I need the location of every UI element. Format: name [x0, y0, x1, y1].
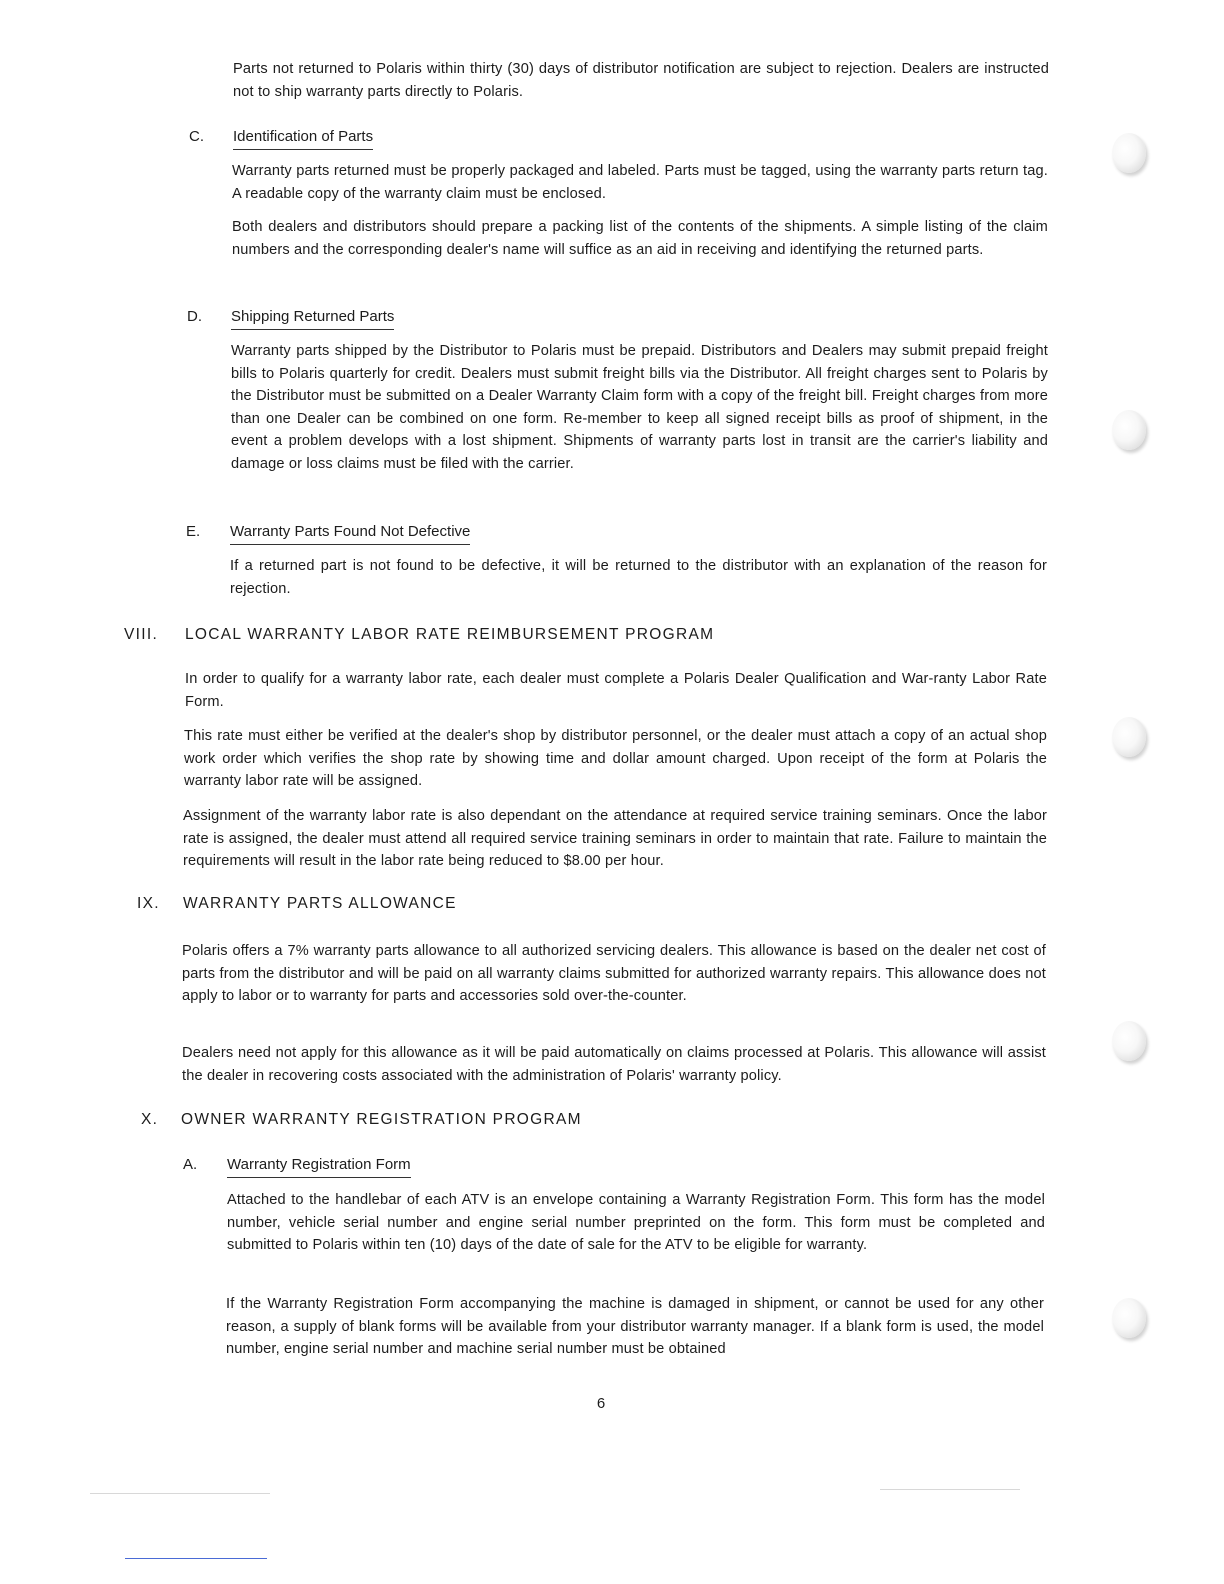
scan-artifact — [880, 1489, 1020, 1490]
subsection-x-a-title: Warranty Registration Form — [227, 1155, 411, 1178]
subsection-e-paragraph-1: If a returned part is not found to be defective, it will be returned to the distributor with an explanation of the reason for rejection. — [230, 558, 1047, 597]
subsection-e-title: Warranty Parts Found Not Defective — [230, 522, 470, 545]
subsection-d-letter: D. — [187, 308, 202, 325]
subsection-d-paragraph-1: Warranty parts shipped by the Distributor to Polaris must be prepaid. Distributors and Dealers may submit prepaid freight bills to Polaris quarterly for credit. Dealers must submit freight bills via the Distributor. All freight charges sent to Polaris by the Distributor must be submitted on a Dealer Warranty Claim form with a copy of the freight bill. Freight charges from more than one Dealer can be combined on one form. Re-member to keep all signed receipt bills as proof of shipment, in the event a problem develops with a lost shipment. Shipments of warranty parts lost in transit are the carrier's liability and damage or loss claims must be filed with the carrier. — [231, 343, 1048, 472]
subsection-c-paragraph-2: Both dealers and distributors should prepare a packing list of the contents of the shipments. A simple listing of the claim numbers and the corresponding dealer's name will suffice as an aid in receiving and identifying the returned parts. — [232, 219, 1048, 258]
section-ix-numeral: IX. — [137, 895, 160, 912]
section-viii-paragraph-1: In order to qualify for a warranty labor rate, each dealer must complete a Polaris Dealer Qualification and War-ranty Labor Rate Form. — [185, 671, 1047, 710]
section-viii-numeral: VIII. — [124, 626, 159, 643]
intro-paragraph: Parts not returned to Polaris within thirty (30) days of distributor notification are subject to rejection. Dealers are instructed not to ship warranty parts directly to Polaris. — [233, 61, 1049, 100]
section-ix-paragraph-2: Dealers need not apply for this allowance as it will be paid automatically on claims processed at Polaris. This allowance will assist the dealer in recovering costs associated with the administration of Polaris' warranty policy. — [182, 1045, 1046, 1084]
section-x-numeral: X. — [141, 1111, 159, 1128]
section-ix-title: WARRANTY PARTS ALLOWANCE — [183, 895, 457, 912]
binder-hole-4 — [1112, 1021, 1146, 1061]
subsection-c-title: Identification of Parts — [233, 127, 373, 150]
bottom-rule — [125, 1558, 267, 1559]
subsection-c-letter: C. — [189, 128, 204, 145]
page-number: 6 — [596, 1395, 606, 1412]
binder-hole-1 — [1112, 133, 1146, 173]
section-x-title: OWNER WARRANTY REGISTRATION PROGRAM — [181, 1111, 582, 1128]
scan-artifact — [90, 1493, 270, 1494]
subsection-x-a-letter: A. — [183, 1156, 198, 1173]
section-ix-paragraph-1: Polaris offers a 7% warranty parts allowance to all authorized servicing dealers. This allowance is based on the dealer net cost of parts from the distributor and will be paid on all warranty claims submitted for authorized warranty repairs. This allowance does not apply to labor or to warranty for parts and accessories sold over-the-counter. — [182, 943, 1046, 1005]
subsection-x-a-paragraph-2: If the Warranty Registration Form accompanying the machine is damaged in shipment, or cannot be used for any other reason, a supply of blank forms will be available from your distributor warranty manager. If a blank form is used, the model number, engine serial number and machine serial number must be obtained — [226, 1296, 1044, 1358]
binder-hole-3 — [1112, 717, 1146, 757]
section-viii-paragraph-3: Assignment of the warranty labor rate is also dependant on the attendance at required service training seminars. Once the labor rate is assigned, the dealer must attend all required service training seminars in order to maintain that rate. Failure to maintain the requirements will result in the labor rate being reduced to $8.00 per hour. — [183, 808, 1047, 870]
section-viii-paragraph-2: This rate must either be verified at the dealer's shop by distributor personnel, or the dealer must attach a copy of an actual shop work order which verifies the shop rate by showing time and dollar amount charged. Upon receipt of the form at Polaris the warranty labor rate will be assigned. — [184, 728, 1047, 790]
section-viii-title: LOCAL WARRANTY LABOR RATE REIMBURSEMENT PROGRAM — [185, 626, 715, 643]
subsection-x-a-paragraph-1: Attached to the handlebar of each ATV is an envelope containing a Warranty Registration Form. This form has the model number, vehicle serial number and engine serial number preprinted on the form. This form must be completed and submitted to Polaris within ten (10) days of the date of sale for the ATV to be eligible for warranty. — [227, 1192, 1045, 1254]
subsection-e-letter: E. — [186, 523, 201, 540]
subsection-d-title: Shipping Returned Parts — [231, 307, 394, 330]
binder-hole-2 — [1112, 410, 1146, 450]
binder-hole-5 — [1112, 1298, 1146, 1338]
subsection-c-paragraph-1: Warranty parts returned must be properly packaged and labeled. Parts must be tagged, using the warranty parts return tag. A readable copy of the warranty claim must be enclosed. — [232, 163, 1048, 202]
